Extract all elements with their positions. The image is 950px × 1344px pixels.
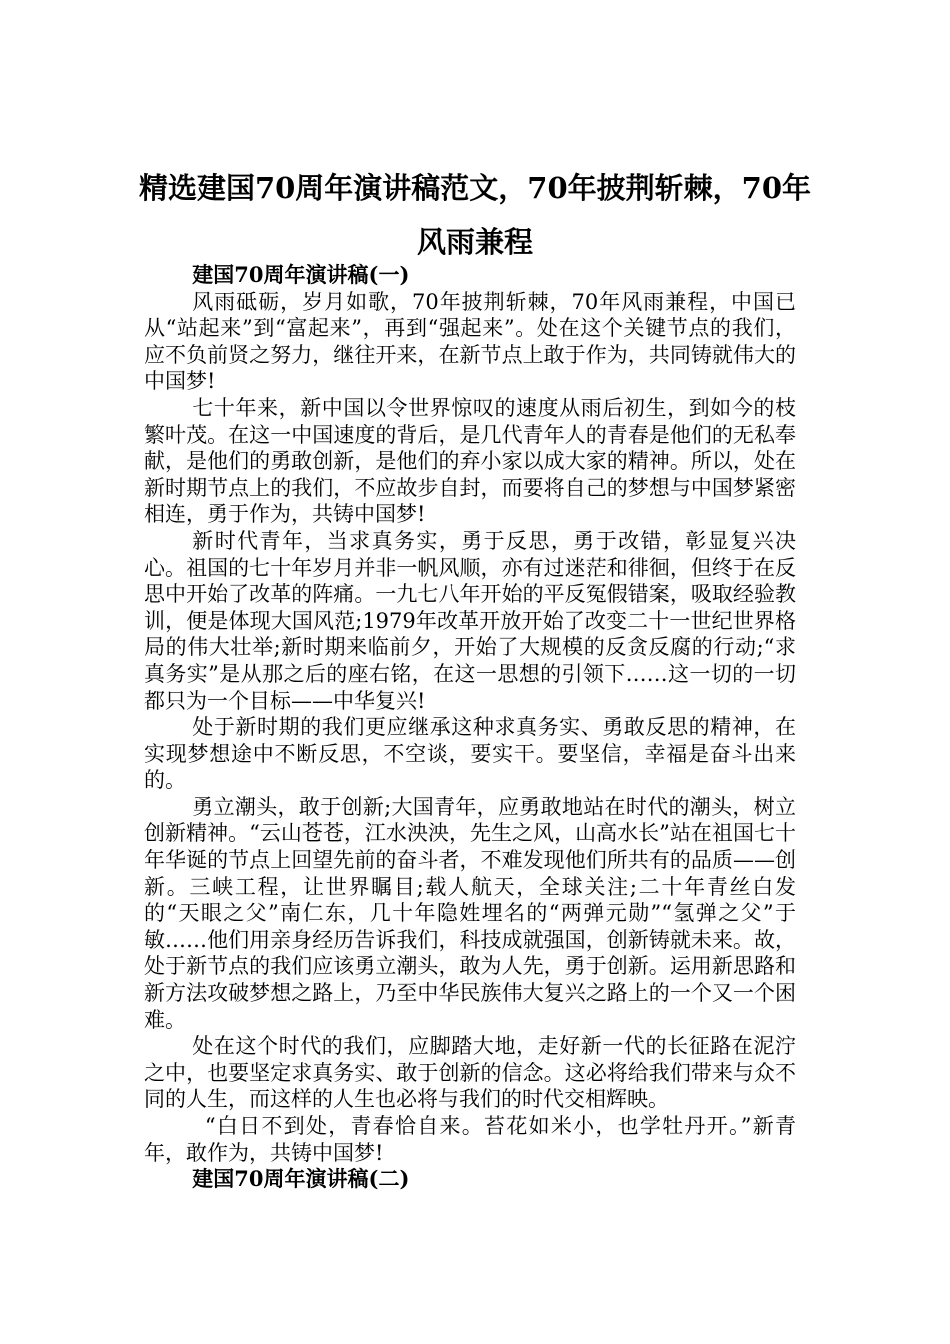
document-title: 精选建国70周年演讲稿范文，70年披荆斩棘，70年风雨兼程 — [138, 171, 812, 260]
section-heading-1: 建国70周年演讲稿(一) — [192, 262, 410, 287]
paragraph: 处在这个时代的我们，应脚踏大地，走好新一代的长征路在泥泞之中，也要坚定求真务实、敢于创新的信念。这必将给我们带来与众不同的人生，而这样的人生也必将与我们的时代交相辉映。 — [144, 1034, 796, 1112]
section-heading-2: 建国70周年演讲稿(二) — [192, 1166, 410, 1192]
paragraph: 勇立潮头，敢于创新;大国青年，应勇敢地站在时代的潮头，树立创新精神。“云山苍苍，江水泱泱，先生之风，山高水长”站在祖国七十年华诞的节点上回望先前的奋斗者，不难发现他们所共有的品质——创新。三峡工程，让世界瞩目;载人航天，全球关注;二十年青丝白发的“天眼之父”南仁东，几十年隐姓埋名的“两弹元勋”“氢弹之父”于敏……他们用亲身经历告诉我们，科技成就强国，创新铸就未来。故，处于新节点的我们应该勇立潮头，敢为人先，勇于创新。运用新思路和新方法攻破梦想之路上，乃至中华民族伟大复兴之路上的一个又一个困难。 — [144, 794, 796, 1032]
paragraph: 七十年来，新中国以令世界惊叹的速度从雨后初生，到如今的枝繁叶茂。在这一中国速度的背后，是几代青年人的青春是他们的无私奉献，是他们的勇敢创新，是他们的弃小家以成大家的精神。所以，处在新时期节点上的我们，不应故步自封，而要将自己的梦想与中国梦紧密相连，勇于作为，共铸中国梦! — [144, 395, 796, 527]
document-body — [144, 262, 796, 1193]
closing-quote-paragraph: “白日不到处，青春恰自来。苔花如米小，也学牡丹开。”新青年，敢作为，共铸中国梦! — [144, 1114, 796, 1165]
paragraph: 新时代青年，当求真务实，勇于反思，勇于改错，彰显复兴决心。祖国的七十年岁月并非一帆风顺，亦有过迷茫和徘徊，但终于在反思中开始了改革的阵痛。一九七八年开始的平反冤假错案，吸取经验教训，便是体现大国风范;1979年改革开放开始了改变二十一世纪世界格局的伟大壮举;新时期来临前夕，开始了大规模的反贪反腐的行动;“求真务实”是从那之后的座右铭，在这一思想的引领下……这一切的一切都只为一个目标——中华复兴! — [144, 528, 796, 713]
paragraph: 风雨砥砺，岁月如歌，70年披荆斩棘，70年风雨兼程，中国已从“站起来”到“富起来”，再到“强起来”。处在这个关键节点的我们，应不负前贤之努力，继往开来，在新节点上敢于作为，共同铸就伟大的中国梦! — [144, 289, 796, 394]
paragraph: 处于新时期的我们更应继承这种求真务实、勇敢反思的精神，在实现梦想途中不断反思，不空谈，要实干。要坚信，幸福是奋斗出来的。 — [144, 715, 796, 793]
